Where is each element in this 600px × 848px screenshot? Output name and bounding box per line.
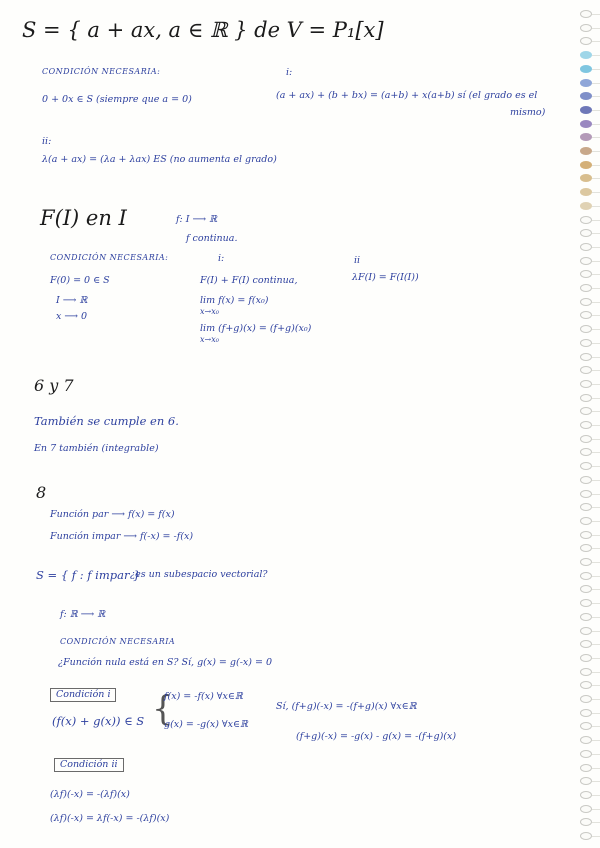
- binding-hole: [580, 174, 592, 182]
- binding-hole: [580, 257, 592, 265]
- binding-tick: [592, 69, 600, 70]
- binding-hole: [580, 777, 592, 785]
- binding-hole: [580, 668, 592, 676]
- binding-tick: [592, 83, 600, 84]
- binding-tick: [592, 302, 600, 303]
- binding-tick: [592, 288, 600, 289]
- binding-tick: [592, 14, 600, 15]
- real-map-def: f: ℝ ⟶ ℝ: [60, 609, 106, 620]
- binding-tick: [592, 247, 600, 248]
- binding-hole: [580, 832, 592, 840]
- necessary-condition-label-2: CONDICIÓN NECESARIA:: [50, 253, 169, 262]
- binding-tick: [592, 343, 600, 344]
- binding-tick: [592, 658, 600, 659]
- section-title-f-of-i: F(I) en I: [40, 206, 127, 230]
- binding-hole: [580, 503, 592, 511]
- binding-hole: [580, 202, 592, 210]
- binding-tick: [592, 631, 600, 632]
- binding-tick: [592, 713, 600, 714]
- binding-tick: [592, 178, 600, 179]
- binding-tick: [592, 809, 600, 810]
- binding-tick: [592, 315, 600, 316]
- binding-hole: [580, 133, 592, 141]
- binding-tick: [592, 411, 600, 412]
- binding-tick: [592, 357, 600, 358]
- binding-tick: [592, 151, 600, 152]
- binding-hole: [580, 681, 592, 689]
- binding-hole: [580, 517, 592, 525]
- binding-hole: [580, 736, 592, 744]
- binding-tick: [592, 370, 600, 371]
- binding-tick: [592, 589, 600, 590]
- binding-hole: [580, 750, 592, 758]
- binding-tick: [592, 521, 600, 522]
- binding-tick: [592, 452, 600, 453]
- binding-tick: [592, 425, 600, 426]
- binding-hole: [580, 161, 592, 169]
- binding-hole: [580, 37, 592, 45]
- binding-tick: [592, 754, 600, 755]
- binding-hole: [580, 791, 592, 799]
- section-title-8: 8: [36, 483, 47, 502]
- sum-in-set: (f(x) + g(x)) ∈ S: [52, 714, 145, 728]
- binding-tick: [592, 398, 600, 399]
- binding-tick: [592, 535, 600, 536]
- binding-tick: [592, 672, 600, 673]
- binding-hole: [580, 490, 592, 498]
- binding-hole: [580, 695, 592, 703]
- zero-function-condition: F(0) = 0 ∈ S: [50, 275, 110, 286]
- limit-f: lim f(x) = f(x₀): [200, 295, 269, 306]
- binding-tick: [592, 494, 600, 495]
- condition-i-text: (a + ax) + (b + bx) = (a+b) + x(a+b) sí (el grado es el: [276, 90, 538, 101]
- binding-hole: [580, 462, 592, 470]
- binding-hole: [580, 805, 592, 813]
- sum-odd-proof: (f+g)(-x) = -g(x) - g(x) = -(f+g)(x): [296, 731, 457, 742]
- zero-vector-condition: 0 + 0x ∈ S (siempre que a = 0): [42, 94, 192, 105]
- binding-tick: [592, 206, 600, 207]
- binding-tick: [592, 439, 600, 440]
- binding-hole: [580, 448, 592, 456]
- binding-hole: [580, 353, 592, 361]
- limit-sum: lim (f+g)(x) = (f+g)(x₀): [200, 323, 312, 334]
- binding-hole: [580, 599, 592, 607]
- f-odd-condition: f(x) = -f(x) ∀x∈ℝ: [164, 691, 243, 702]
- binding-tick: [592, 137, 600, 138]
- binding-tick: [592, 261, 600, 262]
- condition-i-label: i:: [286, 67, 293, 78]
- condition-ii-label-2: ii: [354, 255, 361, 266]
- binding-tick: [592, 96, 600, 97]
- condition-i-text-cont: mismo): [510, 107, 546, 118]
- system-brace: {: [152, 689, 174, 729]
- binding-hole: [580, 654, 592, 662]
- binding-hole: [580, 243, 592, 251]
- binding-tick: [592, 28, 600, 29]
- binding-hole: [580, 585, 592, 593]
- condition-ii-text: λ(a + ax) = (λa + λax) ES (no aumenta el grado): [42, 154, 277, 165]
- limit-sum-subscript: x→x₀: [200, 335, 219, 344]
- binding-hole: [580, 407, 592, 415]
- binding-tick: [592, 507, 600, 508]
- sum-odd-claim: Sí, (f+g)(-x) = -(f+g)(x) ∀x∈ℝ: [276, 701, 417, 712]
- binding-tick: [592, 192, 600, 193]
- condition-i-label-2: i:: [218, 253, 225, 264]
- necessary-condition-label-3: CONDICIÓN NECESARIA: [60, 637, 176, 646]
- binding-hole: [580, 818, 592, 826]
- subspace-question: ¿es un subespacio vectorial?: [130, 569, 268, 580]
- binding-hole: [580, 764, 592, 772]
- binding-hole: [580, 65, 592, 73]
- g-odd-condition: g(x) = -g(x) ∀x∈ℝ: [164, 719, 248, 730]
- binding-hole: [580, 544, 592, 552]
- binding-tick: [592, 466, 600, 467]
- binding-hole: [580, 229, 592, 237]
- binding-hole: [580, 709, 592, 717]
- note-seven: En 7 también (integrable): [34, 443, 159, 454]
- spiral-binding: [576, 0, 600, 848]
- binding-hole: [580, 531, 592, 539]
- binding-tick: [592, 110, 600, 111]
- map-definition: f: I ⟶ ℝ: [176, 214, 218, 225]
- binding-tick: [592, 740, 600, 741]
- binding-tick: [592, 795, 600, 796]
- binding-tick: [592, 617, 600, 618]
- binding-tick: [592, 768, 600, 769]
- binding-tick: [592, 329, 600, 330]
- set-definition: S = { a + ax, a ∈ ℝ } de V = P₁[x]: [22, 18, 384, 42]
- condition-i-box: Condición i: [50, 688, 116, 702]
- binding-tick: [592, 480, 600, 481]
- condition-ii-label: ii:: [42, 136, 52, 147]
- binding-hole: [580, 366, 592, 374]
- binding-hole: [580, 394, 592, 402]
- binding-tick: [592, 165, 600, 166]
- binding-hole: [580, 325, 592, 333]
- binding-hole: [580, 435, 592, 443]
- binding-tick: [592, 274, 600, 275]
- even-function-def: Función par ⟶ f(x) = f(x): [50, 509, 175, 520]
- binding-hole: [580, 188, 592, 196]
- map-continuous: f continua.: [186, 233, 238, 244]
- binding-hole: [580, 106, 592, 114]
- limit-f-subscript: x→x₀: [200, 307, 219, 316]
- binding-hole: [580, 572, 592, 580]
- binding-tick: [592, 576, 600, 577]
- binding-tick: [592, 384, 600, 385]
- binding-tick: [592, 124, 600, 125]
- note-six: También se cumple en 6.: [34, 414, 179, 428]
- binding-hole: [580, 51, 592, 59]
- necessary-condition-label: CONDICIÓN NECESARIA:: [42, 67, 161, 76]
- binding-hole: [580, 79, 592, 87]
- binding-tick: [592, 644, 600, 645]
- binding-hole: [580, 613, 592, 621]
- scalar-odd-claim: (λf)(-x) = -(λf)(x): [50, 789, 130, 800]
- binding-tick: [592, 685, 600, 686]
- binding-hole: [580, 627, 592, 635]
- scalar-odd-proof: (λf)(-x) = λf(-x) = -(λf)(x): [50, 813, 170, 824]
- scalar-product-condition: λF(I) = F(I(I)): [352, 272, 419, 283]
- zero-map-domain: I ⟶ ℝ: [56, 295, 88, 306]
- binding-hole: [580, 311, 592, 319]
- binding-tick: [592, 233, 600, 234]
- binding-hole: [580, 421, 592, 429]
- binding-hole: [580, 339, 592, 347]
- binding-tick: [592, 726, 600, 727]
- binding-tick: [592, 781, 600, 782]
- zero-map-value: x ⟶ 0: [56, 311, 88, 322]
- binding-hole: [580, 270, 592, 278]
- binding-hole: [580, 476, 592, 484]
- binding-hole: [580, 284, 592, 292]
- binding-hole: [580, 722, 592, 730]
- binding-hole: [580, 120, 592, 128]
- odd-set-def: S = { f : f impar }: [36, 568, 141, 582]
- binding-hole: [580, 92, 592, 100]
- binding-hole: [580, 10, 592, 18]
- null-function-question: ¿Función nula está en S? Sí, g(x) = g(-x) = 0: [58, 657, 273, 668]
- odd-function-def: Función impar ⟶ f(-x) = -f(x): [50, 531, 194, 542]
- binding-hole: [580, 24, 592, 32]
- sum-continuous: F(I) + F(I) continua,: [200, 275, 298, 286]
- binding-tick: [592, 836, 600, 837]
- binding-tick: [592, 55, 600, 56]
- binding-tick: [592, 603, 600, 604]
- binding-hole: [580, 298, 592, 306]
- condition-ii-box: Condición ii: [54, 758, 124, 772]
- binding-tick: [592, 822, 600, 823]
- binding-tick: [592, 41, 600, 42]
- binding-tick: [592, 562, 600, 563]
- binding-hole: [580, 640, 592, 648]
- binding-tick: [592, 548, 600, 549]
- binding-hole: [580, 147, 592, 155]
- binding-hole: [580, 380, 592, 388]
- binding-tick: [592, 220, 600, 221]
- binding-hole: [580, 216, 592, 224]
- binding-hole: [580, 558, 592, 566]
- section-title-6-7: 6 y 7: [34, 376, 74, 395]
- binding-tick: [592, 699, 600, 700]
